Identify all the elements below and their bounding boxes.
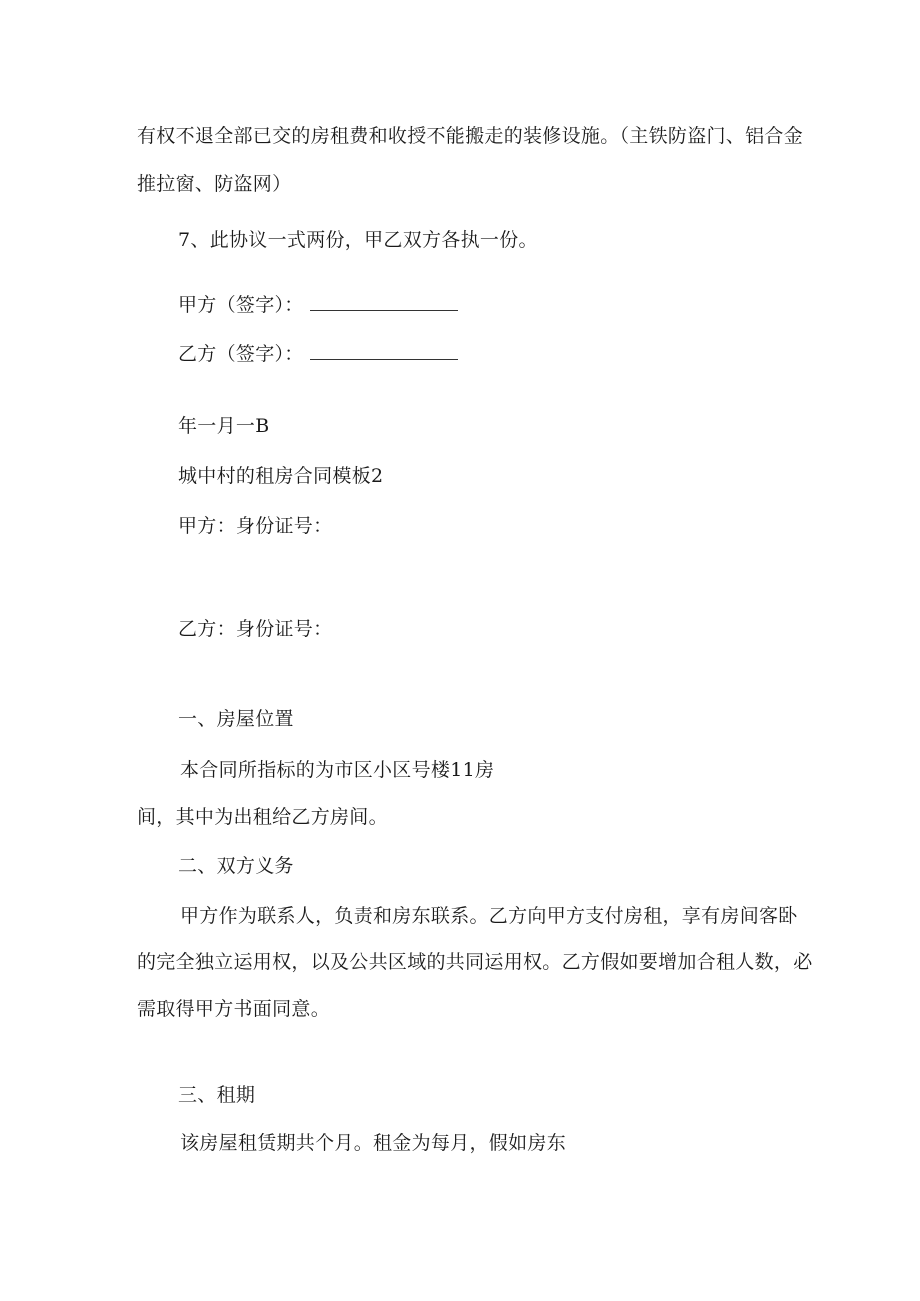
section3-line1: 该房屋租赁期共个月。租金为每月，假如房东: [180, 1132, 567, 1154]
signature-a-label: 甲方（签字）：: [178, 294, 304, 316]
section2-heading: 二、双方义务: [178, 855, 294, 877]
party-a-id-line: 甲方：身份证号：: [178, 515, 333, 537]
section2-line1: 甲方作为联系人，负责和房东联系。乙方向甲方支付房租，享有房间客卧: [180, 905, 798, 927]
signature-a-blank: [310, 296, 458, 311]
contract2-title: 城中村的租房合同模板2: [178, 465, 384, 487]
signature-b-blank: [310, 345, 458, 360]
section2-line2: 的完全独立运用权，以及公共区域的共同运用权。乙方假如要增加合租人数，必: [137, 951, 813, 973]
section2-line3: 需取得甲方书面同意。: [137, 998, 331, 1020]
signature-b-row: [178, 342, 458, 366]
clause6-tail-line1: 有权不退全部已交的房租费和收授不能搬走的装修设施。（主铁防盗门、铝合金: [137, 125, 804, 147]
section3-heading: 三、租期: [178, 1084, 256, 1106]
clause7-text: 7、此协议一式两份，甲乙双方各执一份。: [178, 229, 538, 251]
signature-a-row: [178, 293, 458, 317]
date-line: 年一月一B: [178, 415, 270, 437]
clause6-tail-line2: 推拉窗、防盗网）: [137, 173, 292, 195]
section1-heading: 一、房屋位置: [178, 708, 294, 730]
party-b-id-line: 乙方：身份证号：: [178, 618, 333, 640]
signature-b-label: 乙方（签字）：: [178, 343, 304, 365]
section1-line2: 间，其中为出租给乙方房间。: [137, 806, 388, 828]
section1-line1: 本合同所指标的为市区小区号楼11房: [180, 759, 495, 781]
